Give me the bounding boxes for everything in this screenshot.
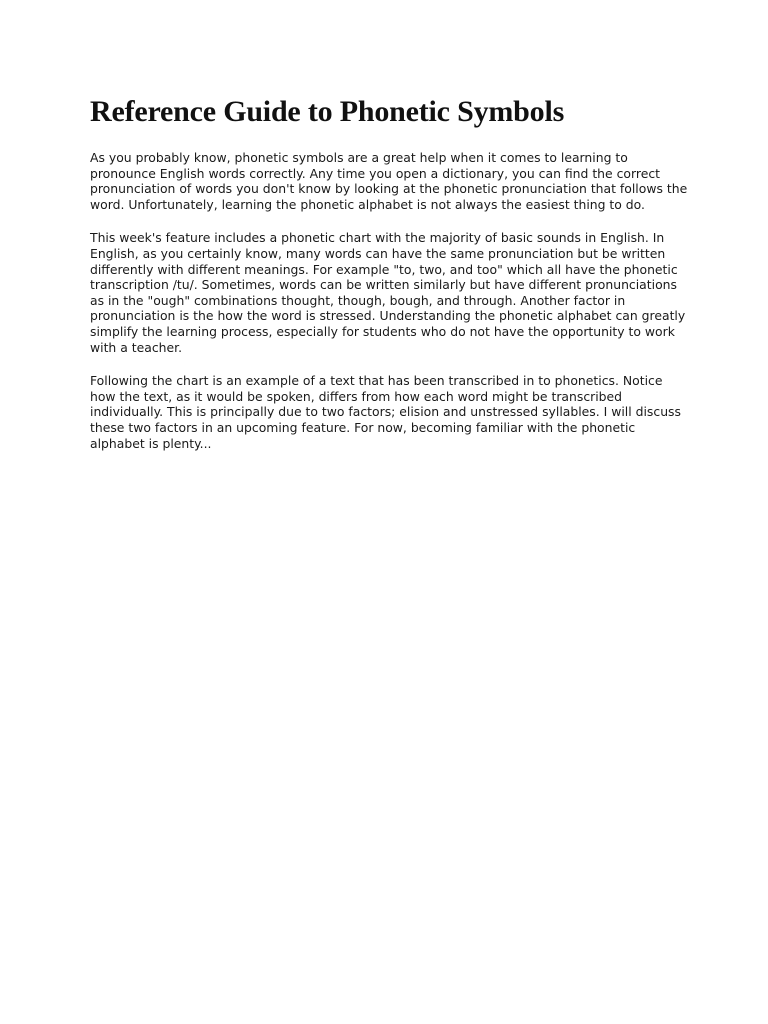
paragraph-intro: As you probably know, phonetic symbols are a great help when it comes to learning to pronounce English words correctly. Any time you open a dictionary, you can find the correct pronunciation of words you don't know by looking at the phonetic pronunciation that follows the word. Unfortunately, learning the phonetic alphabet is not always the easiest thing to do.: [90, 150, 688, 212]
document-page: [90, 94, 690, 469]
paragraph-following-chart: Following the chart is an example of a text that has been transcribed in to phonetics. Notice how the text, as it would be spoken, differs from how each word might be transcribed individually. This is principally due to two factors; elision and unstressed syllables. I will discuss these two factors in an upcoming feature. For now, becoming familiar with the phonetic alphabet is plenty...: [90, 373, 681, 451]
page-title: Reference Guide to Phonetic Symbols: [90, 95, 565, 128]
paragraph-feature: This week's feature includes a phonetic chart with the majority of basic sounds in English. In English, as you certainly know, many words can have the same pronunciation but be written differently with different meanings. For example "to, two, and too" which all have the phonetic transcription /tu/. Sometimes, words can be written similarly but have different pronunciations as in the "ough" combinations thought, though, bough, and through. Another factor in pronunciation is the how the word is stressed. Understanding the phonetic alphabet can greatly simplify the learning process, especially for students who do not have the opportunity to work with a teacher.: [90, 230, 686, 355]
